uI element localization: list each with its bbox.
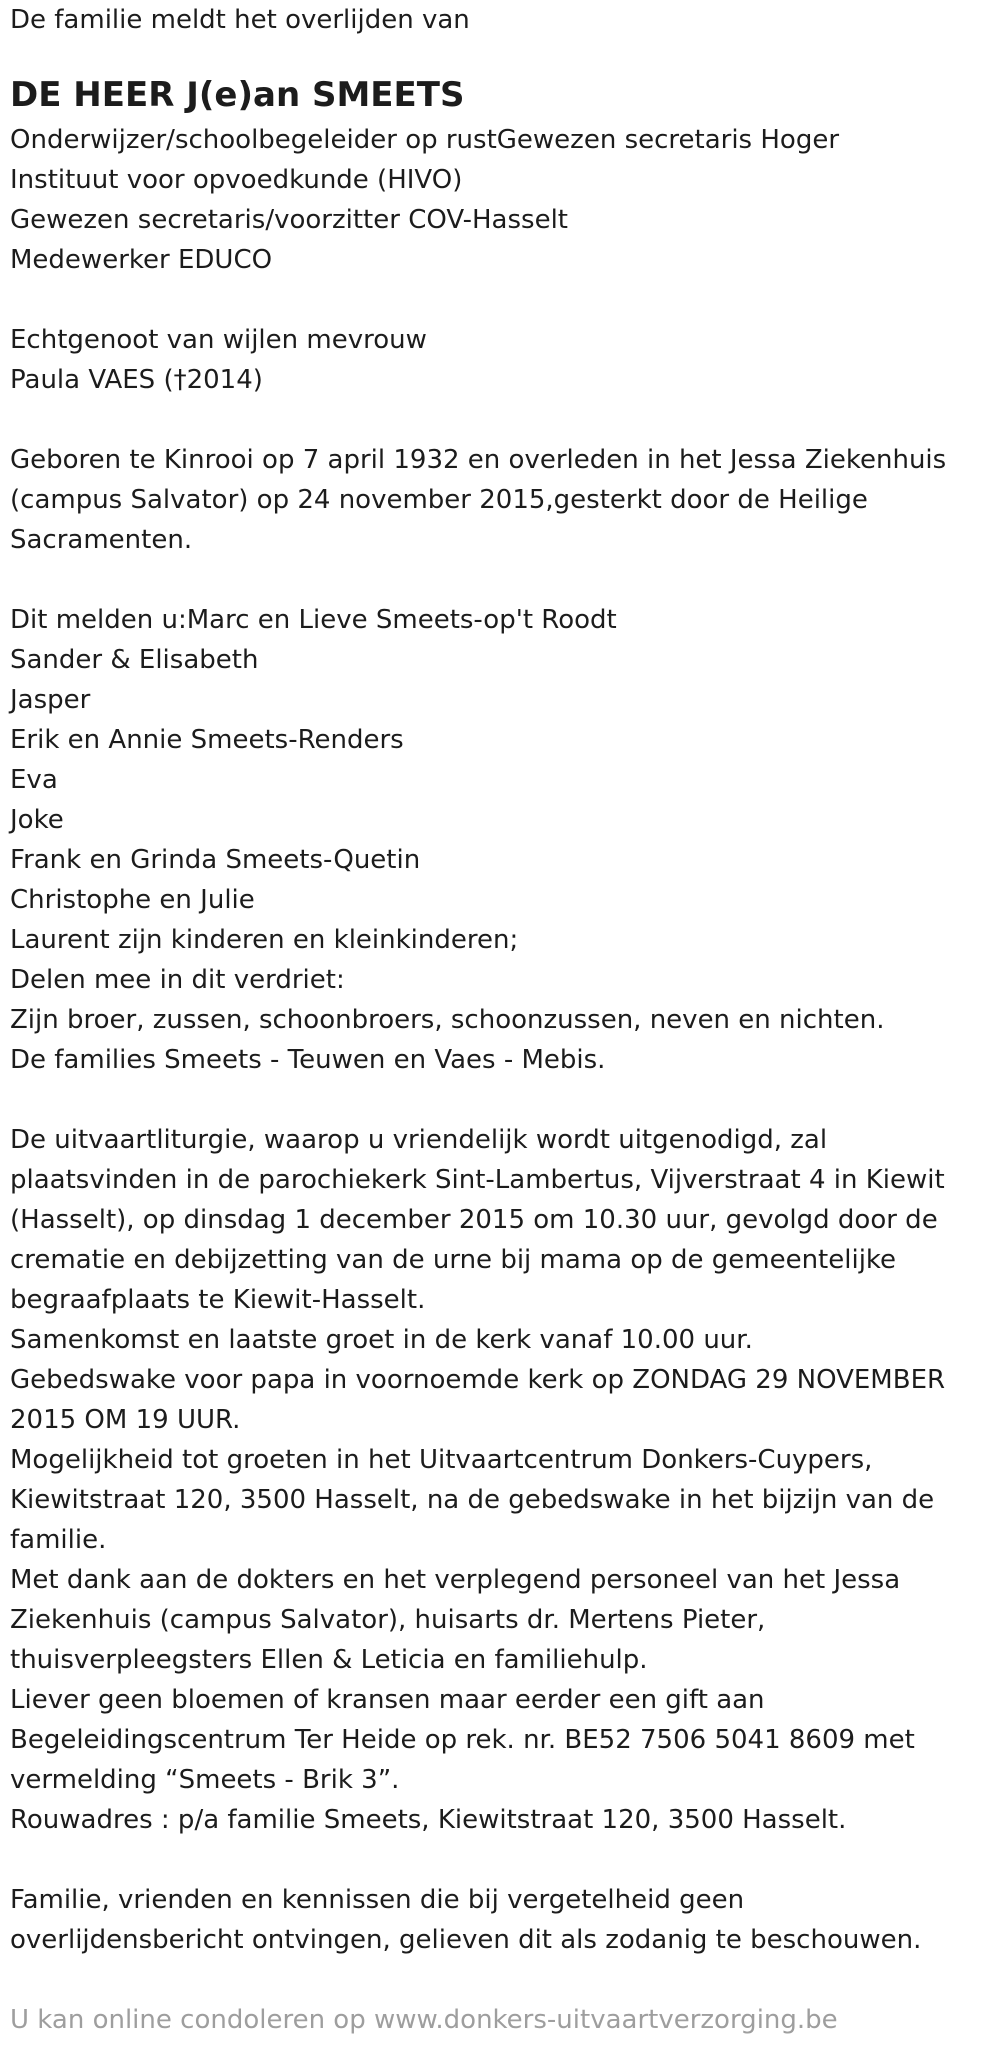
spacer [10, 1960, 990, 2000]
family-line: Erik en Annie Smeets-Renders [10, 725, 404, 755]
titles-block [10, 120, 990, 280]
deceased-name: DE HEER J(e)an SMEETS [10, 75, 465, 115]
funeral-line: Rouwadres : p/a familie Smeets, Kiewitstraat 120, 3500 Hasselt. [10, 1805, 847, 1835]
funeral-line: vermelding “Smeets - Brik 3”. [10, 1765, 400, 1795]
title-line: Gewezen secretaris/voorzitter COV-Hasselt [10, 205, 568, 235]
funeral-line: 2015 OM 19 UUR. [10, 1405, 241, 1435]
funeral-line: Mogelijkheid tot groeten in het Uitvaartcentrum Donkers-Cuypers, [10, 1445, 873, 1475]
family-line: Sander & Elisabeth [10, 645, 259, 675]
birth-line: Geboren te Kinrooi op 7 april 1932 en overleden in het Jessa Ziekenhuis [10, 445, 947, 475]
title-line: Onderwijzer/schoolbegeleider op rustGewezen secretaris Hoger [10, 125, 840, 155]
funeral-line: Gebedswake voor papa in voornoemde kerk op ZONDAG 29 NOVEMBER [10, 1365, 946, 1395]
funeral-line: crematie en debijzetting van de urne bij mama op de gemeentelijke [10, 1245, 897, 1275]
funeral-line: Kiewitstraat 120, 3500 Hasselt, na de gebedswake in het bijzijn van de [10, 1485, 935, 1515]
family-block [10, 600, 990, 1080]
funeral-line: Met dank aan de dokters en het verplegend personeel van het Jessa [10, 1565, 901, 1595]
funeral-line: Begeleidingscentrum Ter Heide op rek. nr. BE52 7506 5041 8609 met [10, 1725, 915, 1755]
family-line: Frank en Grinda Smeets-Quetin [10, 845, 421, 875]
spouse-block [10, 320, 990, 400]
title-line: Medewerker EDUCO [10, 245, 273, 275]
spacer [10, 1080, 990, 1120]
spouse-line: Echtgenoot van wijlen mevrouw [10, 325, 427, 355]
closing-line: Familie, vrienden en kennissen die bij vergetelheid geen [10, 1885, 745, 1915]
spacer [10, 560, 990, 600]
funeral-line: (Hasselt), op dinsdag 1 december 2015 om 10.30 uur, gevolgd door de [10, 1205, 938, 1235]
funeral-line: Liever geen bloemen of kransen maar eerder een gift aan [10, 1685, 765, 1715]
funeral-line: thuisverpleegsters Ellen & Leticia en familiehulp. [10, 1645, 648, 1675]
family-line: Zijn broer, zussen, schoonbroers, schoonzussen, neven en nichten. [10, 1005, 885, 1035]
family-line: Laurent zijn kinderen en kleinkinderen; [10, 925, 519, 955]
birth-block [10, 440, 990, 560]
funeral-line: Ziekenhuis (campus Salvator), huisarts dr. Mertens Pieter, [10, 1605, 766, 1635]
funeral-block [10, 1120, 990, 1840]
family-line: De families Smeets - Teuwen en Vaes - Mebis. [10, 1045, 606, 1075]
spouse-line: Paula VAES (†2014) [10, 365, 263, 395]
closing-block [10, 1880, 990, 1960]
family-line: Jasper [10, 685, 91, 715]
intro-text: De familie meldt het overlijden van [10, 5, 470, 35]
birth-line: (campus Salvator) op 24 november 2015,gesterkt door de Heilige [10, 485, 868, 515]
family-line: Joke [10, 805, 64, 835]
family-line: Christophe en Julie [10, 885, 255, 915]
funeral-line: plaatsvinden in de parochiekerk Sint-Lambertus, Vijverstraat 4 in Kiewit [10, 1165, 945, 1195]
funeral-line: begraafplaats te Kiewit-Hasselt. [10, 1285, 426, 1315]
spacer [10, 400, 990, 440]
spacer [10, 280, 990, 320]
funeral-line: De uitvaartliturgie, waarop u vriendelijk wordt uitgenodigd, zal [10, 1125, 828, 1155]
funeral-line: Samenkomst en laatste groet in de kerk vanaf 10.00 uur. [10, 1325, 753, 1355]
condolence-link-text: U kan online condoleren op www.donkers-uitvaartverzorging.be [10, 2005, 838, 2035]
family-line: Delen mee in dit verdriet: [10, 965, 345, 995]
funeral-line: familie. [10, 1525, 107, 1555]
birth-line: Sacramenten. [10, 525, 193, 555]
closing-line: overlijdensbericht ontvingen, gelieven dit als zodanig te beschouwen. [10, 1925, 922, 1955]
obituary-notice [10, 0, 990, 2040]
family-line: Dit melden u:Marc en Lieve Smeets-op't Roodt [10, 605, 617, 635]
spacer [10, 1840, 990, 1880]
title-line: Instituut voor opvoedkunde (HIVO) [10, 165, 463, 195]
family-line: Eva [10, 765, 58, 795]
